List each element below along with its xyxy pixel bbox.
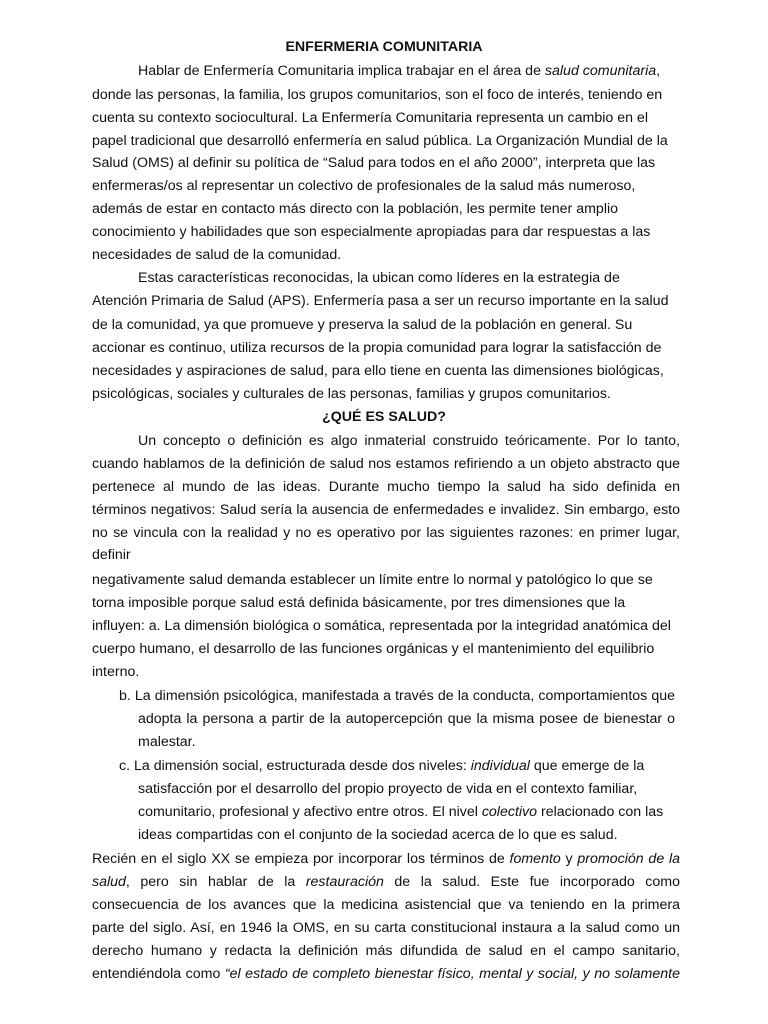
p5-line-3: consecuencia de los avances que la medicina asistencial que va teniendo en la primera: [92, 897, 680, 913]
p1-line-5: Salud (OMS) al definir su política de “Salud para todos en el año 2000”, interpreta que las: [92, 155, 656, 171]
p1-line-6: enfermeras/os al representar un colectivo de profesionales de la salud más numeroso,: [92, 178, 636, 194]
p1-line-4: papel tradicional que desarrolló enfermería en salud pública. La Organización Mundial de la: [92, 133, 668, 149]
p2-line-3: de la comunidad, ya que promueve y preserva la salud de la población en general. Su: [92, 317, 633, 333]
p2-line-4: accionar es continuo, utiliza recursos de la propia comunidad para lograr la satisfacción de: [92, 340, 662, 356]
p4-line-1: negativamente salud demanda establecer un límite entre lo normal y patológico lo que se: [92, 572, 653, 588]
p3-line-3: pertenece al mundo de las ideas. Durante mucho tiempo la salud ha sido definida en: [92, 479, 680, 495]
p5-line-6: entendiéndola como “el estado de completo bienestar físico, mental y social, y no solamente: [92, 966, 680, 982]
item-c-line-3: comunitario, profesional y afectivo entre otros. El nivel colectivo relacionado con las: [138, 804, 664, 820]
item-b-line-2: adopta la persona a partir de la autopercepción que la misma posee de bienestar o: [138, 711, 675, 727]
p1-line-2: donde las personas, la familia, los grupos comunitarios, son el foco de interés, teniendo en: [92, 87, 663, 103]
p5-line-5: derecho humano y redacta la definición más difundida de salud en el campo sanitario,: [92, 943, 680, 959]
p4-line-5: interno.: [92, 664, 140, 680]
p2-line-5: necesidades y aspiraciones de salud, para ello tiene en cuenta las dimensiones biológicas,: [92, 363, 664, 379]
p1-line-1: Hablar de Enfermería Comunitaria implica trabajar en el área de salud comunitaria,: [138, 63, 661, 79]
p5-line-4: parte del siglo. Así, en 1946 la OMS, en su carta constitucional instaura a la salud como un: [92, 920, 680, 936]
p3-line-1: Un concepto o definición es algo inmaterial construido teóricamente. Por lo tanto,: [138, 433, 680, 449]
p2-line-2: Atención Primaria de Salud (APS). Enfermería pasa a ser un recurso importante en la salud: [92, 293, 669, 309]
item-c-line-1: c. La dimensión social, estructurada desde dos niveles: individual que emerge de la: [119, 758, 645, 774]
p5-line-1: Recién en el siglo XX se empieza por incorporar los términos de fomento y promoción de la: [92, 851, 681, 867]
p3-line-5: no se vincula con la realidad y no es operativo por las siguientes razones: en primer lugar,: [92, 525, 680, 541]
p2-line-1: Estas características reconocidas, la ubican como líderes en la estrategia de: [138, 270, 620, 286]
p4-line-4: cuerpo humano, el desarrollo de las funciones orgánicas y el mantenimiento del equilibrio: [92, 641, 655, 657]
item-b-line-3: malestar.: [138, 734, 196, 750]
p3-line-2: cuando hablamos de la definición de salud nos estamos refiriendo a un objeto abstracto que: [92, 456, 680, 472]
p1-line-3: cuenta su contexto sociocultural. La Enfermería Comunitaria representa un cambio en el: [92, 110, 648, 126]
item-c-line-2: satisfacción por el desarrollo del propio proyecto de vida en el contexto familiar,: [138, 781, 638, 797]
p5-line-2: salud, pero sin hablar de la restauración de la salud. Este fue incorporado como: [92, 874, 680, 890]
p3-line-6: definir: [92, 547, 131, 563]
section-heading-que-es-salud: ¿QUÉ ES SALUD?: [322, 409, 446, 425]
p2-line-6: psicológicas, sociales y culturales de las personas, familias y grupos comunitarios.: [92, 386, 611, 402]
p3-line-4: términos negativos: Salud sería la ausencia de enfermedades e invalidez. Sin embargo, esto: [92, 502, 680, 518]
p4-line-3: influyen: a. La dimensión biológica o somática, representada por la integridad anatómica del: [92, 618, 671, 634]
p4-line-2: torna imposible porque salud está definida básicamente, por tres dimensiones que la: [92, 595, 626, 611]
p1-line-8: conocimiento y habilidades que son especialmente apropiadas para dar respuestas a las: [92, 224, 651, 240]
item-b-line-1: b. La dimensión psicológica, manifestada a través de la conducta, comportamientos que: [119, 688, 675, 704]
p1-line-9: necesidades de salud de la comunidad.: [92, 247, 342, 263]
document-title: ENFERMERIA COMUNITARIA: [285, 39, 483, 55]
item-c-line-4: ideas compartidas con el conjunto de la sociedad acerca de lo que es salud.: [138, 827, 618, 843]
p1-line-7: además de estar en contacto más directo con la población, les permite tener amplio: [92, 201, 619, 217]
